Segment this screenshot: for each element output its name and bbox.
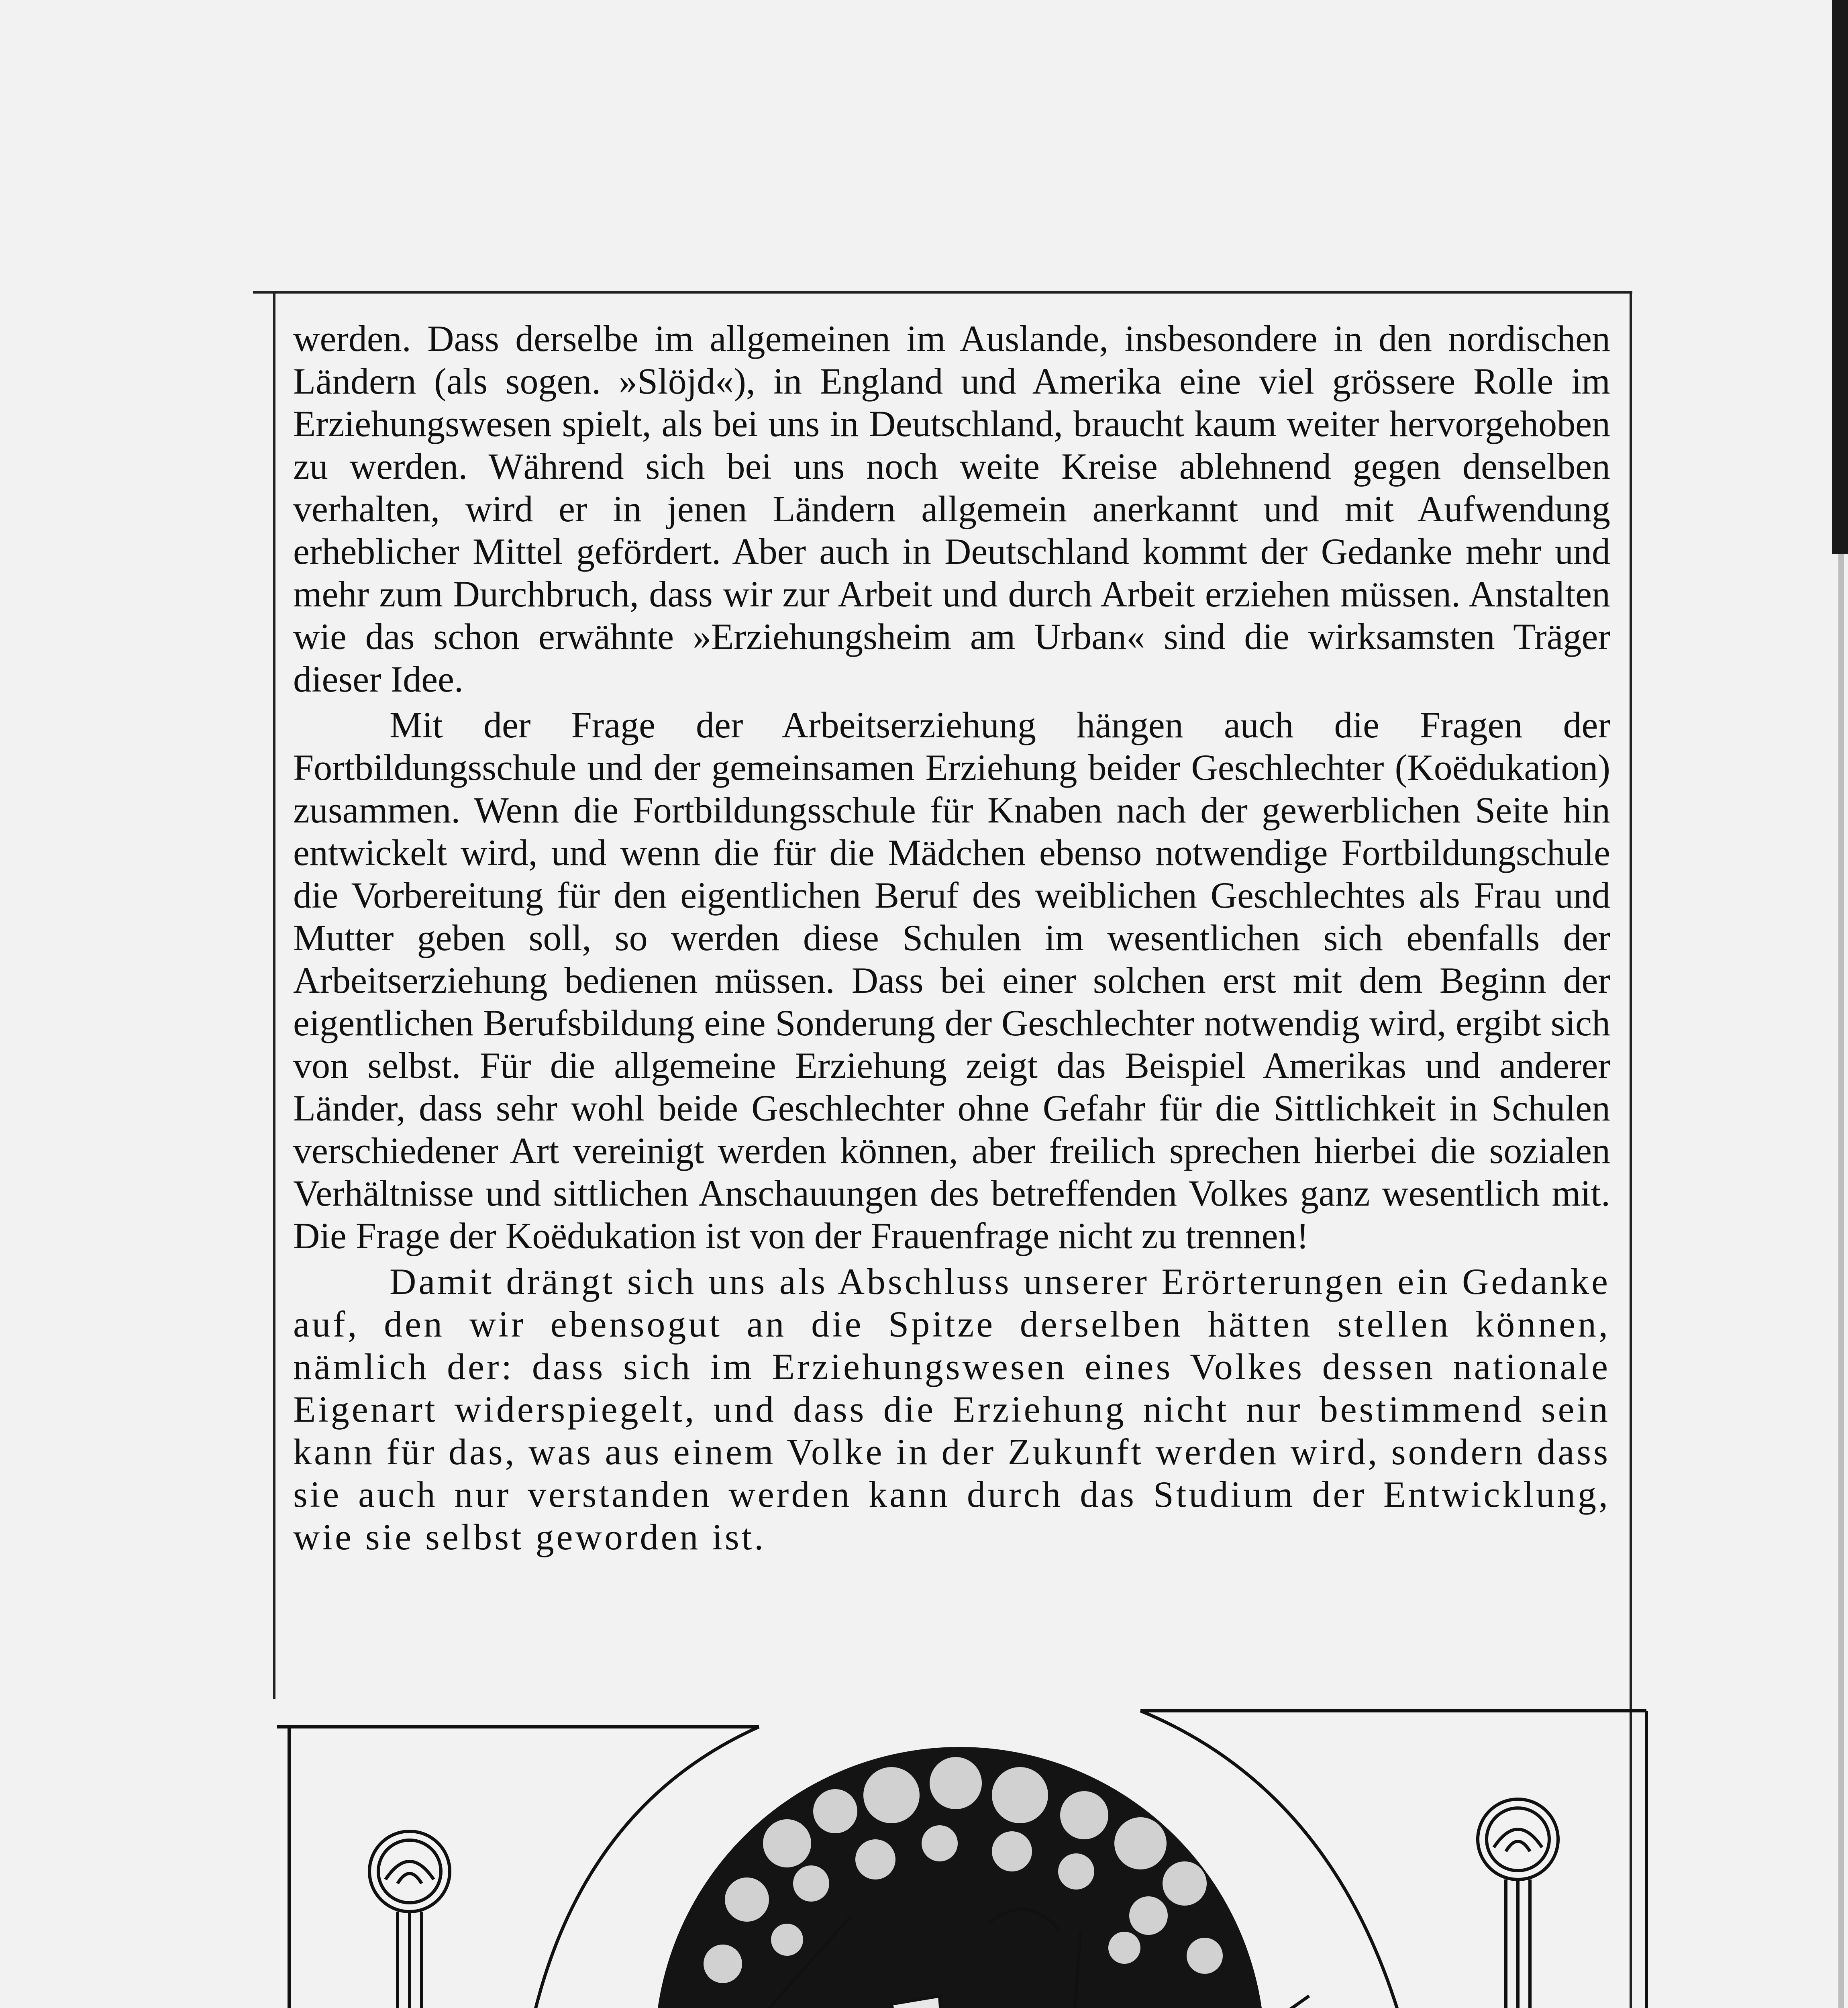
- ornament-left: [285, 1831, 534, 2008]
- page-edge-strip: [1838, 554, 1844, 2008]
- body-text: [293, 317, 1610, 1558]
- tree-roundel: [565, 1747, 1358, 2008]
- vignette-illustration: [265, 1691, 1654, 2008]
- paragraph-arbeitserziehung: werden. Dass derselbe im allgemeinen im Auslande, insbesondere in den nordischen Ländern (als sogen. »Slöjd«), in England und Amerika eine viel grössere Rolle im Erziehungswesen spielt, als bei uns in Deutschland, braucht kaum weiter hervorgehoben zu werden. Während sich bei uns noch weite Kreise ablehnend gegen denselben verhalten, wird er in jenen Ländern allgemein anerkannt und mit Aufwendung erheblicher Mittel gefördert. Aber auch in Deutschland kommt der Gedanke mehr und mehr zum Durchbruch, dass wir zur Arbeit und durch Arbeit erziehen müssen. Anstalten wie das schon erwähnte »Erziehungsheim am Urban« sind die wirksamsten Träger dieser Idee.: [293, 318, 1610, 700]
- frame-top-rule: [253, 291, 1632, 294]
- page-edge-shadow: [1832, 0, 1848, 554]
- ornament-right: [1414, 1799, 1638, 2008]
- frame-left-rule: [273, 294, 275, 1699]
- paragraph-abschluss: Damit drängt sich uns als Abschluss unserer Erörterungen ein Gedanke auf, den wir ebensogut an die Spitze derselben hätten stellen können, nämlich der: dass sich im Erziehungswesen eines Volkes dessen nationale Eigenart widerspiegelt, und dass die Erziehung nicht nur bestimmend sein kann für das, was aus einem Volke in der Zukunft werden wird, sondern dass sie auch nur verstanden werden kann durch das Studium der Entwicklung, wie sie selbst geworden ist.: [293, 1261, 1610, 1557]
- paragraph-koedukation: Mit der Frage der Arbeitserziehung hängen auch die Fragen der Fortbildungsschule und der gemeinsamen Erziehung beider Geschlechter (Koëdukation) zusammen. Wenn die Fortbildungsschule für Knaben nach der gewerblichen Seite hin entwickelt wird, und wenn die für die Mädchen ebenso notwendige Fortbildungschule die Vorbereitung für den eigentlichen Beruf des weiblichen Geschlechtes als Frau und Mutter geben soll, so werden diese Schulen im wesentlichen sich ebenfalls der Arbeitserziehung bedienen müssen. Dass bei einer solchen erst mit dem Beginn der eigentlichen Berufsbildung eine Sonderung der Geschlechter notwendig wird, ergibt sich von selbst. Für die allgemeine Erziehung zeigt das Beispiel Amerikas und anderer Länder, dass sehr wohl beide Geschlechter ohne Gefahr für die Sittlichkeit in Schulen verschiedener Art vereinigt werden können, aber freilich sprechen hierbei die sozialen Verhältnisse und sittlichen Anschauungen des betreffenden Volkes ganz wesentlich mit. Die Frage der Koëdukation ist von der Frauenfrage nicht zu trennen!: [293, 704, 1610, 1256]
